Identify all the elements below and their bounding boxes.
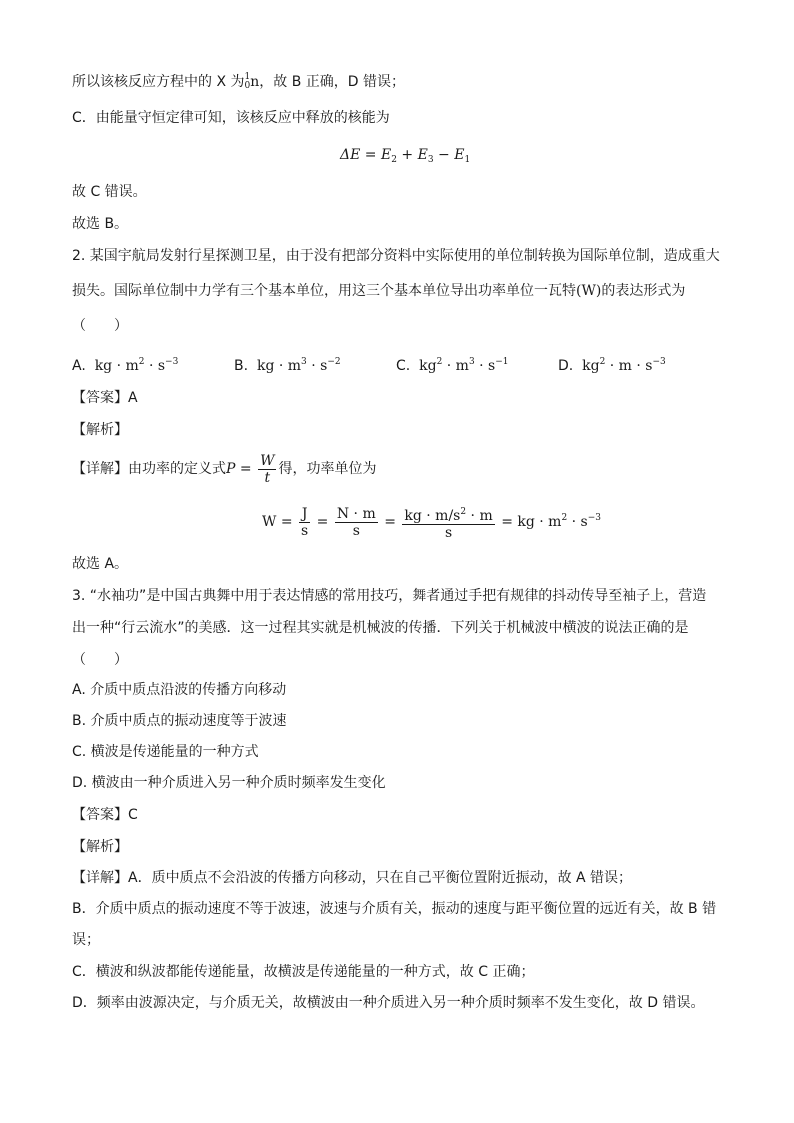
q2-answer: 【答案】A [72, 390, 138, 406]
power-fraction: $\frac{W}{t}$ [260, 452, 275, 486]
q3-stem-line2: 出一种“行云流水”的美感．这一过程其实就是机械波的传播．下列关于机械波中横波的说法正确的是 [72, 620, 689, 636]
q2-stem-line2: 损失。国际单位制中力学有三个基本单位，用这三个基本单位导出功率单位一瓦特(W)的表达形式为 [72, 283, 686, 299]
text-line-c-energy: C．由能量守恒定律可知，该核反应中释放的核能为 [72, 110, 390, 126]
q2-conclusion: 故选 A。 [72, 556, 129, 572]
q2-analysis-tag: 【解析】 [72, 422, 128, 438]
q3-option-b: B. 介质中质点的振动速度等于波速 [72, 713, 287, 729]
q3-stem-line1: 3. “水袖功”是中国古典舞中用于表达情感的常用技巧，舞者通过手把有规律的抖动传导至袖子上，营造 [72, 588, 707, 604]
text-line-c-wrong: 故 C 错误。 [72, 184, 147, 200]
q2-option-c: C. $kg^2 \cdot m^3 \cdot s^{-1}$ [396, 357, 509, 374]
equation-watt-units: W = $\frac{J}{s}$ = $\frac{N \cdot m}{s}$ = $\frac{kg \cdot m/s^2 \cdot m}{s}$ = kg · $m^2 \cdot s^{-3}$ [262, 505, 602, 541]
equation-delta-e: $\Delta E = E_2 + E_3 - E_1$ [340, 147, 471, 165]
q2-detail: 【详解】由功率的定义式P = $\frac{W}{t}$ 得，功率单位为 [72, 452, 377, 486]
q3-option-d: D. 横波由一种介质进入另一种介质时频率发生变化 [72, 775, 386, 791]
q3-answer: 【答案】C [72, 807, 138, 823]
q3-detail-c: C．横波和纵波都能传递能量，故横波是传递能量的一种方式，故 C 正确； [72, 964, 535, 980]
neutron-symbol: 1 0 n [244, 72, 260, 91]
q3-detail-b-line1: B．介质中质点的振动速度不等于波速，波速与介质有关，振动的速度与距平衡位置的远近有关，故 B 错 [72, 901, 717, 917]
q2-stem-line1: 2. 某国宇航局发射行星探测卫星，由于没有把部分资料中实际使用的单位制转换为国际单位制，造成重大 [72, 248, 720, 264]
q3-analysis-tag: 【解析】 [72, 839, 128, 855]
q2-option-b: B. kg · $m^3 \cdot s^{-2}$ [234, 357, 341, 374]
q2-option-d: D. $kg^2 \cdot m \cdot s^{-3}$ [558, 357, 666, 374]
q3-blank: （ ） [72, 652, 128, 668]
q3-detail-b-line2: 误； [72, 932, 100, 948]
q2-option-a: A. kg · $m^2 \cdot s^{-3}$ [72, 357, 179, 374]
q3-detail-d: D．频率由波源决定，与介质无关，故横波由一种介质进入另一种介质时频率不发生变化，故 D 错误。 [72, 995, 705, 1011]
q2-blank: （ ） [72, 318, 128, 334]
text-line-x-is-neutron: 所以该核反应方程中的 X 为 1 0 n，故 B 正确，D 错误； [72, 72, 406, 91]
q3-option-c: C. 横波是传递能量的一种方式 [72, 744, 259, 760]
q3-option-a: A. 介质中质点沿波的传播方向移动 [72, 682, 287, 698]
q3-detail-a: 【详解】A．质中质点不会沿波的传播方向移动，只在自己平衡位置附近振动，故 A 错误； [72, 870, 633, 886]
text-line-choose-b: 故选 B。 [72, 216, 129, 232]
